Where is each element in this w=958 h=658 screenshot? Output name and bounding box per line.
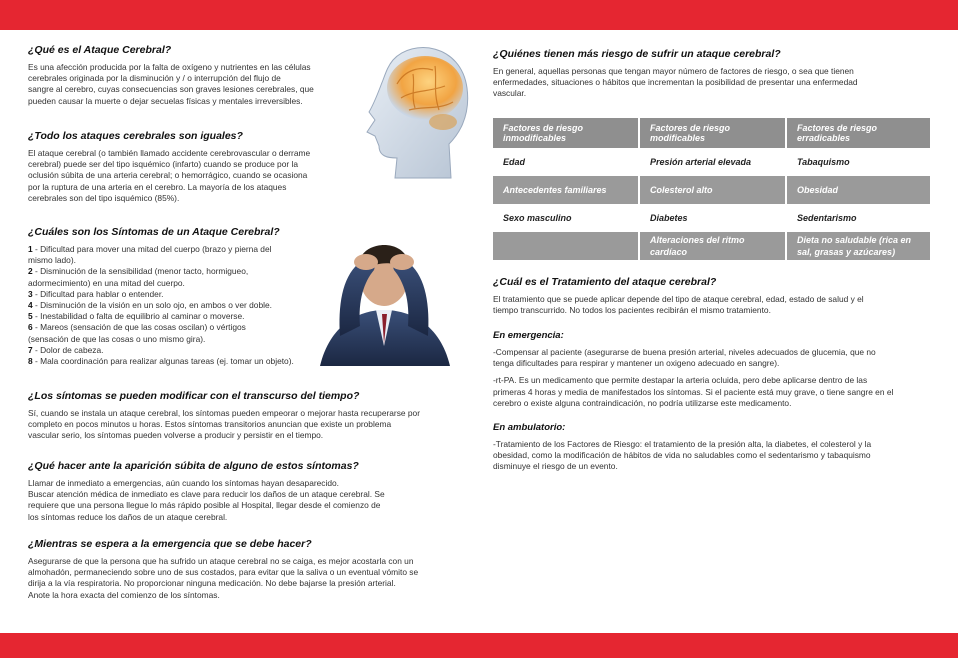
table-row bbox=[493, 204, 930, 232]
table-cell bbox=[493, 232, 639, 260]
table-row bbox=[493, 176, 930, 204]
section-treatment bbox=[493, 276, 931, 316]
list-item: 7 - Dolor de cabeza. bbox=[28, 344, 104, 355]
table-row bbox=[493, 148, 930, 176]
left-column bbox=[28, 38, 468, 618]
top-red-band bbox=[0, 0, 958, 30]
section-evolution bbox=[28, 390, 468, 442]
section-title: ¿Qué es el Ataque Cerebral? bbox=[28, 44, 172, 56]
section-what-is bbox=[28, 44, 348, 107]
paragraph: El ataque cerebral (o también llamado accidente cerebrovascular o derrame cerebral) puede ser del tipo isquémico (infarto) cuando se produce por la oclusión súbita de una arteria cerebral; o hemorrágico, cuando se ocasiona por la ruptura de una arteria en el cerebro. La mayoría de los ataques cerebrales son del tipo isquémico (85%). bbox=[28, 148, 311, 203]
table-cell: Tabaquismo bbox=[786, 148, 930, 176]
paragraph: Llamar de inmediato a emergencias, aún cuando los síntomas hayan desaparecido. Buscar atención médica de inmediato es clave para reducir los daños de un ataque cerebral. Se requiere que una persona llegue lo más rápido posible al Hospital, llegar desde el comienzo de los síntomas reduce los daños de un ataque cerebral. bbox=[28, 478, 385, 522]
table-cell: Colesterol alto bbox=[639, 176, 786, 204]
brain-head-illustration bbox=[353, 40, 471, 180]
table-header-row bbox=[493, 118, 930, 148]
table-row bbox=[493, 232, 930, 260]
symptoms-list bbox=[28, 244, 328, 367]
list-item: 6 - Mareos (sensación de que las cosas oscilan) o vértigos bbox=[28, 322, 246, 333]
section-title: ¿Los síntomas se pueden modificar con el transcurso del tiempo? bbox=[28, 390, 360, 402]
table-cell: Sedentarismo bbox=[786, 204, 930, 232]
paragraph: El tratamiento que se puede aplicar depende del tipo de ataque cerebral, edad, estado de salud y el tiempo transcurrido. No todos los pacientes recibirán el mismo tratamiento. bbox=[493, 294, 864, 316]
table-cell: Edad bbox=[493, 148, 639, 176]
section-ambulatory bbox=[493, 422, 931, 473]
list-item: 2 - Disminución de la sensibilidad (menor tacto, hormigueo, bbox=[28, 266, 249, 277]
section-symptoms bbox=[28, 226, 328, 367]
list-item: adormecimiento) en una mitad del cuerpo. bbox=[28, 277, 185, 288]
risk-factors-table bbox=[493, 118, 930, 260]
section-emergency bbox=[493, 330, 931, 409]
table-cell: Alteraciones del ritmo cardíaco bbox=[639, 232, 786, 260]
section-title: ¿Qué hacer ante la aparición súbita de alguno de estos síntomas? bbox=[28, 460, 359, 472]
paragraph: -Compensar al paciente (asegurarse de buena presión arterial, niveles adecuados de glucemia, que no tenga dificultades para respirar y mantener un oxigeno adecuado en sangre). bbox=[493, 347, 876, 369]
man-holding-head-photo bbox=[300, 226, 468, 366]
table-cell: Obesidad bbox=[786, 176, 930, 204]
paragraph: Asegurarse de que la persona que ha sufrido un ataque cerebral no se caiga, es mejor acostarla con un almohadón, permaneciendo sobre uno de sus costados, para evitar que la saliva o un eventual vómito se dirija a la vía respiratoria. No proporcionar ninguna medicación. No debe bajarse la presión arterial. Anote la hora exacta del comienzo de los síntomas. bbox=[28, 556, 419, 600]
section-title: ¿Quiénes tienen más riesgo de sufrir un ataque cerebral? bbox=[493, 48, 781, 60]
column-header: Factores de riesgo erradicables bbox=[786, 118, 930, 148]
table-cell: Presión arterial elevada bbox=[639, 148, 786, 176]
paragraph: En general, aquellas personas que tengan mayor número de factores de riesgo, o sea que tienen enfermedades, situaciones o hábitos que incrementan la posibilidad de presentar una enfermedad vascular. bbox=[493, 66, 858, 99]
list-item: 5 - Inestabilidad o falta de equilibrio al caminar o moverse. bbox=[28, 311, 245, 322]
section-title: ¿Todo los ataques cerebrales son iguales? bbox=[28, 130, 243, 142]
paragraph: Sí, cuando se instala un ataque cerebral, los síntomas pueden empeorar o mejorar hasta recuperarse por completo en pocos minutos u horas. Estos síntomas transitorios anuncian que existe un problema vascular serio, los síntomas pueden volverse a producir y persistir en el tiempo. bbox=[28, 408, 420, 441]
section-title: ¿Mientras se espera a la emergencia que se debe hacer? bbox=[28, 538, 312, 550]
list-item: 4 - Disminución de la visión en un solo ojo, en ambos o ver doble. bbox=[28, 300, 272, 311]
section-title: ¿Cuáles son los Síntomas de un Ataque Cerebral? bbox=[28, 226, 280, 238]
table-cell: Dieta no saludable (rica en sal, grasas y azúcares) bbox=[786, 232, 930, 260]
subsection-title: En emergencia: bbox=[493, 330, 564, 341]
section-what-to-do bbox=[28, 460, 468, 523]
subsection-title: En ambulatorio: bbox=[493, 422, 566, 433]
list-item: (sensación de que las cosas o uno mismo gira). bbox=[28, 333, 206, 344]
column-header: Factores de riesgo modificables bbox=[639, 118, 786, 148]
section-while-waiting bbox=[28, 538, 468, 601]
list-item: mismo lado). bbox=[28, 255, 76, 266]
paragraph: -rt-PA. Es un medicamento que permite destapar la arteria ocluida, pero debe aplicarse dentro de las primeras 4 horas y media de manifestados los síntomas. Si el paciente está muy grave, o tiene sangre en el cerebro o existe alguna contraindicación, no podría utilizarse este medicamento. bbox=[493, 375, 894, 408]
column-header: Factores de riesgo inmodificables bbox=[493, 118, 639, 148]
section-types bbox=[28, 130, 348, 204]
bottom-red-band bbox=[0, 633, 958, 658]
list-item: 8 - Mala coordinación para realizar algunas tareas (ej. tomar un objeto). bbox=[28, 356, 294, 367]
table-cell: Diabetes bbox=[639, 204, 786, 232]
paragraph: Es una afección producida por la falta de oxígeno y nutrientes en las células cerebrales originada por la disminución y / o interrupción del flujo de sangre al cerebro, cuyas consecuencias son graves lesiones cerebrales, que pueden causar la muerte o dejar secuelas físicas y mentales irreversibles. bbox=[28, 62, 314, 106]
right-column bbox=[493, 38, 931, 478]
paragraph: -Tratamiento de los Factores de Riesgo: el tratamiento de la presión alta, la diabetes, el colesterol y la obesidad, como la modificación de hábitos de vida no saludables como el sedentarismo y tabaquismo disminuye el riesgo de un evento. bbox=[493, 439, 872, 472]
table-cell: Sexo masculino bbox=[493, 204, 639, 232]
list-item: 1 - Dificultad para mover una mitad del cuerpo (brazo y pierna del bbox=[28, 244, 272, 254]
table-cell: Antecedentes familiares bbox=[493, 176, 639, 204]
section-title: ¿Cuál es el Tratamiento del ataque cerebral? bbox=[493, 276, 717, 288]
section-risk bbox=[493, 48, 931, 100]
list-item: 3 - Dificultad para hablar o entender. bbox=[28, 288, 164, 299]
